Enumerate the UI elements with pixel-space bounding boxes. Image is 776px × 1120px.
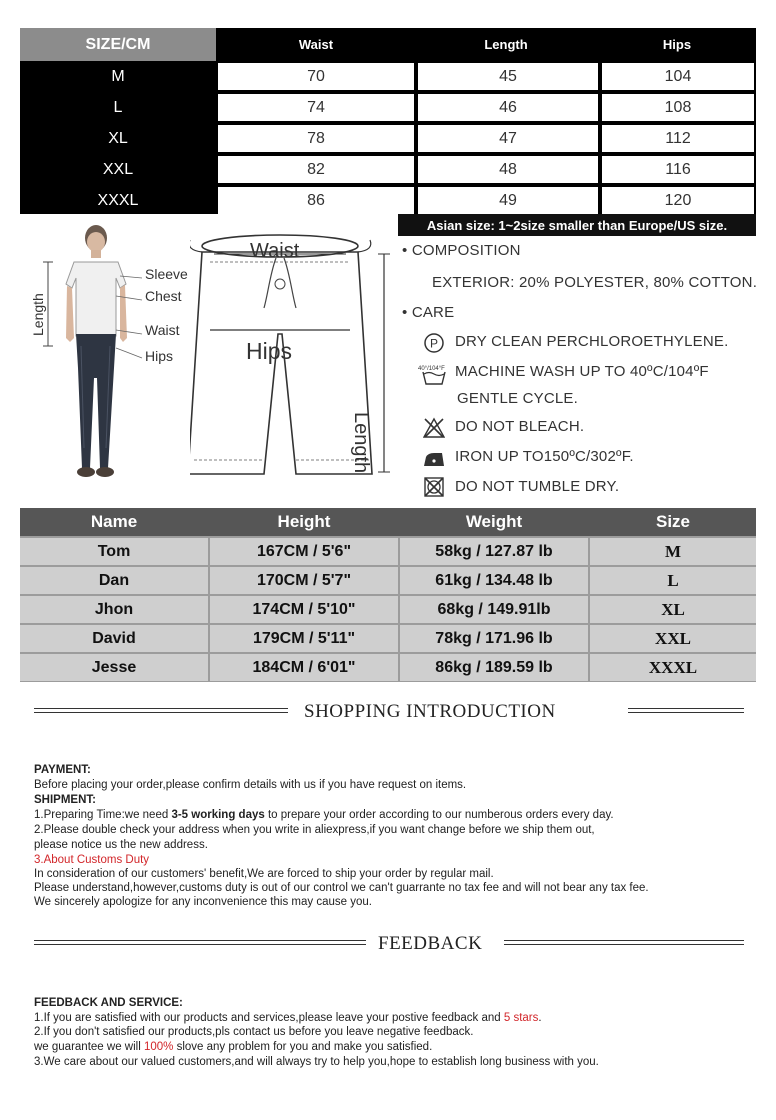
hips-value: 116 (602, 156, 754, 183)
model-size-table (20, 508, 756, 682)
svg-text:P: P (429, 336, 439, 351)
machine-wash-hint: 40°/104°F (418, 366, 445, 372)
model-weight: 86kg / 189.59 lb (400, 654, 588, 681)
model-size: XXL (590, 625, 756, 652)
table-row (20, 566, 756, 595)
waist-column-header: Waist (298, 37, 334, 52)
model-size: XXXL (590, 654, 756, 681)
working-days-highlight: 3-5 working days (171, 809, 265, 821)
size-row (20, 154, 756, 185)
size-label: XXXL (97, 191, 139, 209)
feedback-item-1-text: 1.If you are satisfied with our products and services,please leave your postive feedback and (34, 1012, 504, 1024)
feedback-item-1 (34, 1012, 542, 1024)
shorts-length-label: Length (350, 412, 372, 474)
model-waist-label: Waist (145, 322, 180, 338)
model-name: Jhon (20, 596, 208, 623)
model-chest-label: Chest (145, 288, 182, 304)
iron-icon (422, 448, 446, 470)
payment-text: Before placing your order,please confirm details with us if you have request on items. (34, 779, 467, 791)
name-column-header: Name (90, 512, 138, 531)
model-weight: 58kg / 127.87 lb (400, 538, 588, 565)
waist-value: 70 (218, 63, 414, 90)
care-title: • CARE (402, 304, 455, 321)
feedback-item-3: 3.We care about our valued customers,and will always try to help you,hope to establish long business with you. (34, 1056, 599, 1068)
model-name: Dan (20, 567, 208, 594)
shipment-item-1-text-end: to prepare your order according to our numberous orders every day. (264, 809, 614, 821)
five-stars-highlight: 5 stars (503, 1012, 539, 1024)
length-value: 49 (418, 187, 598, 214)
height-column-header: Height (277, 512, 331, 531)
table-row (20, 653, 756, 682)
shorts-hips-label: Hips (246, 338, 293, 364)
model-size: M (590, 538, 756, 565)
size-row (20, 61, 756, 92)
size-chart-header (20, 28, 756, 61)
hips-value: 108 (602, 94, 754, 121)
hundred-percent-highlight: 100% (143, 1041, 174, 1053)
care-item-text: DRY CLEAN PERCHLOROETHYLENE. (455, 333, 729, 350)
shipment-item-1 (34, 809, 614, 821)
model-height: 179CM / 5'11" (210, 625, 398, 652)
waist-value: 74 (218, 94, 414, 121)
care-item-text: DO NOT BLEACH. (455, 418, 585, 435)
do-not-bleach-icon (423, 417, 445, 439)
model-table-header (20, 508, 756, 536)
model-weight: 68kg / 149.91lb (400, 596, 588, 623)
customs-duty-heading: 3.About Customs Duty (34, 854, 150, 866)
size-label: L (113, 98, 123, 116)
model-name: Tom (20, 538, 208, 565)
customs-text-1: In consideration of our customers' benefit,We are forced to ship your order by regular mail. (34, 868, 494, 880)
hips-value: 112 (602, 125, 754, 152)
care-item-text: IRON UP TO150ºC/302ºF. (455, 448, 634, 465)
customs-text-3: We sincerely apologize for any inconvenience this may cause you. (34, 896, 372, 908)
composition-text: EXTERIOR: 20% POLYESTER, 80% COTTON. (432, 274, 758, 291)
feedback-title: FEEDBACK (378, 933, 483, 954)
model-sleeve-label: Sleeve (145, 266, 188, 282)
model-height: 170CM / 5'7" (210, 567, 398, 594)
feedback-item-2: 2.If you don't satisfied our products,pls contact us before you leave negative feedback. (34, 1026, 474, 1038)
shipment-item-2-cont: please notice us the new address. (34, 839, 208, 851)
hips-value: 120 (602, 187, 754, 214)
feedback-item-2-cont-end: slove any problem for you and make you satisfied. (173, 1041, 433, 1053)
hips-column-header: Hips (662, 37, 692, 52)
payment-heading: PAYMENT: (34, 764, 91, 776)
care-item-text: DO NOT TUMBLE DRY. (455, 478, 620, 495)
table-row (20, 624, 756, 653)
size-column-header: Size (655, 512, 691, 531)
model-height: 184CM / 6'01" (210, 654, 398, 681)
shipment-heading: SHIPMENT: (34, 794, 96, 806)
model-size: L (590, 567, 756, 594)
table-row (20, 595, 756, 624)
size-cm-header: SIZE/CM (20, 28, 216, 61)
hips-value: 104 (602, 63, 754, 90)
feedback-item-2-cont-text: we guarantee we will (34, 1041, 144, 1053)
size-label: M (111, 67, 125, 85)
length-column-header: Length (484, 37, 528, 52)
composition-title: • COMPOSITION (402, 242, 521, 259)
length-value: 48 (418, 156, 598, 183)
model-weight: 78kg / 171.96 lb (400, 625, 588, 652)
feedback-item-1-end: . (538, 1012, 542, 1024)
care-item-text: MACHINE WASH UP TO 40ºC/104ºF (455, 363, 709, 380)
model-figure-image (34, 218, 144, 508)
weight-column-header: Weight (465, 512, 523, 531)
model-size: XL (590, 596, 756, 623)
measurement-section (20, 214, 756, 508)
size-row (20, 185, 756, 216)
size-row (20, 92, 756, 123)
waist-value: 82 (218, 156, 414, 183)
feedback-heading: FEEDBACK AND SERVICE: (34, 997, 183, 1009)
feedback-item-2-cont (34, 1041, 432, 1053)
size-chart (20, 28, 756, 214)
model-length-label: Length (30, 293, 46, 336)
model-hips-label: Hips (145, 348, 174, 364)
length-value: 45 (418, 63, 598, 90)
length-value: 46 (418, 94, 598, 121)
model-name: Jesse (20, 654, 208, 681)
model-name: David (20, 625, 208, 652)
size-row (20, 123, 756, 154)
asian-size-note: Asian size: 1~2size smaller than Europe/US size. (398, 214, 756, 236)
waist-value: 78 (218, 125, 414, 152)
model-height: 167CM / 5'6" (210, 538, 398, 565)
do-not-tumble-dry-icon (423, 476, 445, 498)
shorts-waist-label: Waist (250, 240, 300, 262)
model-weight: 61kg / 134.48 lb (400, 567, 588, 594)
table-row (20, 537, 756, 566)
customs-text-2: Please understand,however,customs duty is out of our control we can't guarrante no tax fee and will not bear any tax fee. (34, 882, 649, 894)
size-label: XXL (102, 160, 134, 178)
shipment-item-1-text: 1.Preparing Time:we need (34, 809, 172, 821)
shopping-introduction-title: SHOPPING INTRODUCTION (304, 701, 556, 722)
shipment-item-2: 2.Please double check your address when you write in aliexpress,if you want change before we ship them out, (34, 824, 595, 836)
dry-clean-p-icon (423, 332, 445, 354)
size-label: XL (108, 129, 128, 147)
care-item-text: GENTLE CYCLE. (457, 390, 578, 407)
length-value: 47 (418, 125, 598, 152)
waist-value: 86 (218, 187, 414, 214)
model-height: 174CM / 5'10" (210, 596, 398, 623)
